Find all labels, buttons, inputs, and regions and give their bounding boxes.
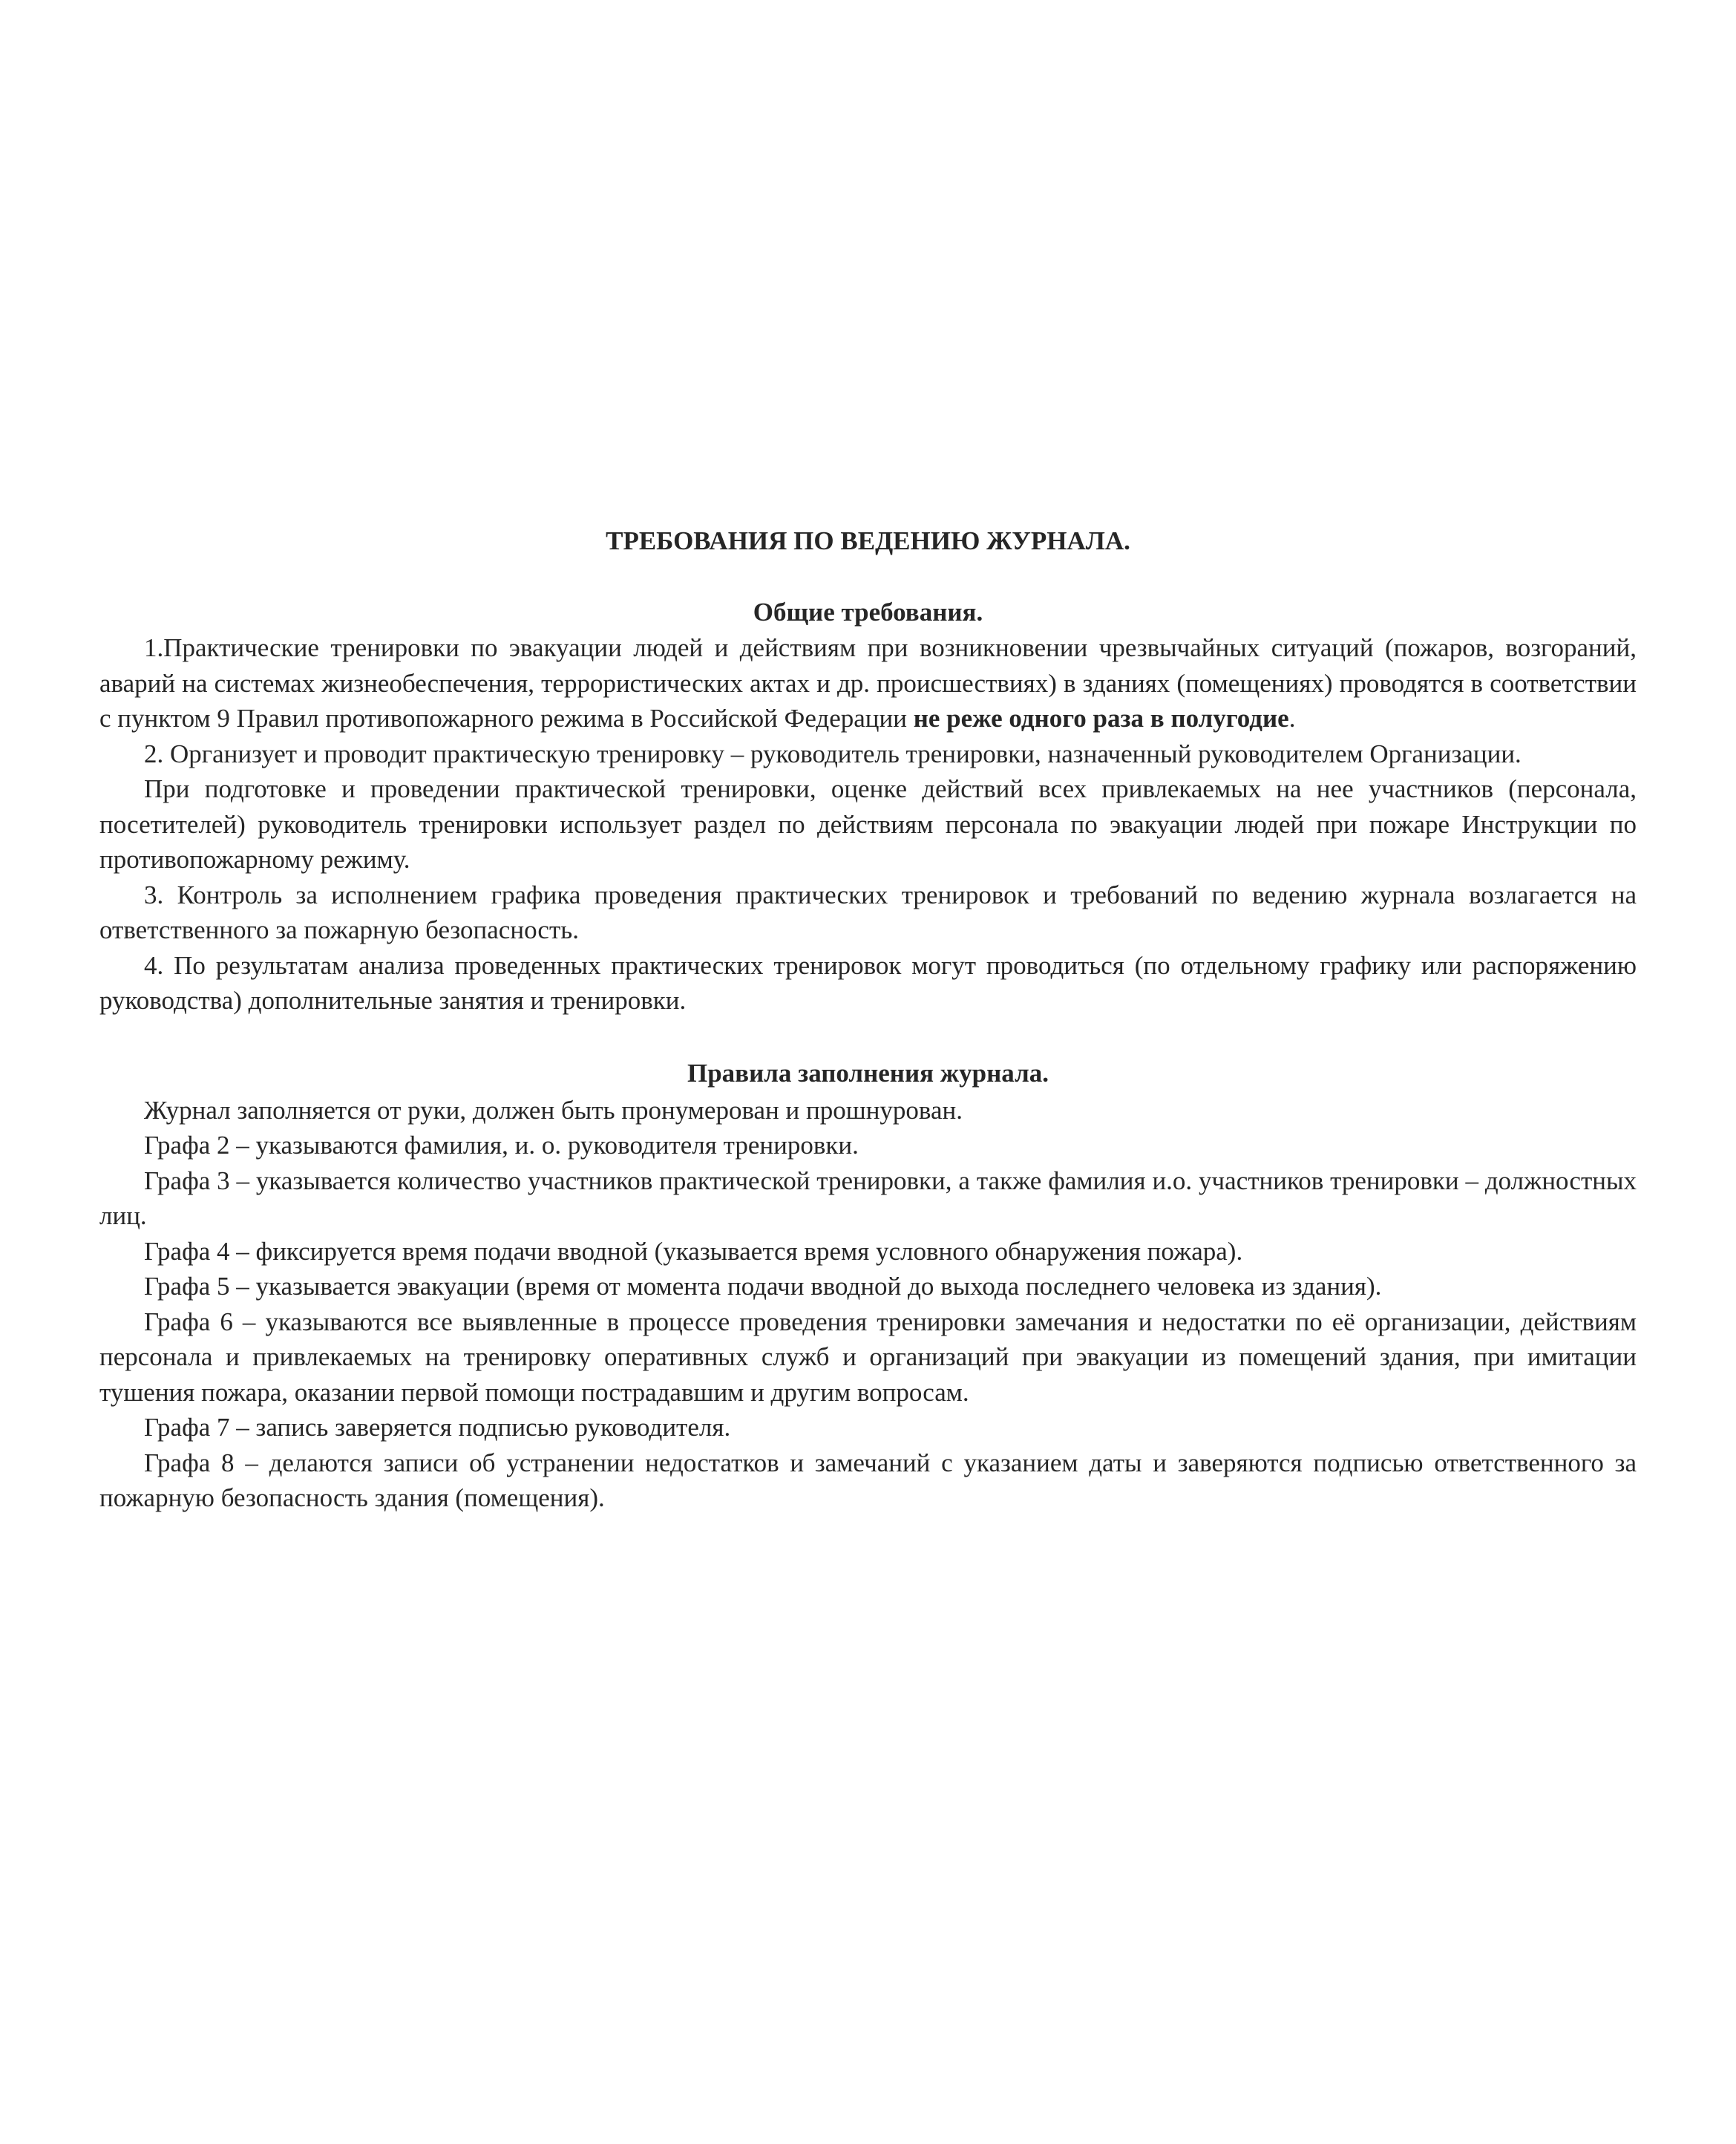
section-heading-rules: Правила заполнения журнала.: [687, 1058, 1049, 1088]
document-content: [99, 523, 1637, 1516]
paragraph-2: 2. Организует и проводит практическую тренировку – руководитель тренировки, назначенный руководителем Организации.: [144, 739, 1522, 768]
rule-item: Журнал заполняется от руки, должен быть пронумерован и прошнурован.: [144, 1095, 963, 1125]
paragraph-5: 4. По результатам анализа проведенных практических тренировок могут проводиться (по отдельному графику или распоряжению руководства) дополнительные занятия и тренировки.: [99, 950, 1637, 1015]
paragraph-4: 3. Контроль за исполнением графика проведения практических тренировок и требований по ведению журнала возлагается на ответственного за пожарную безопасность.: [99, 880, 1637, 944]
paragraph-1-text: 1.Практические тренировки по эвакуации людей и действиям при возникновении чрезвычайных ситуаций (пожаров, возгораний, аварий на системах жизнеобеспечения, террористических актах и др. происшествиях) в зданиях (помещениях) проводятся в соответствии с пунктом 9 Правил противопожарного режима в Российской Федерации: [99, 633, 1637, 733]
paragraph-3: При подготовке и проведении практической тренировки, оценке действий всех привлекаемых на нее участников (персонала, посетителей) руководитель тренировки использует раздел по действиям персонала по эвакуации людей при пожаре Инструкции по противопожарному режиму.: [99, 774, 1637, 874]
rule-item: Графа 7 – запись заверяется подписью руководителя.: [144, 1413, 731, 1442]
rule-item: Графа 2 – указываются фамилия, и. о. руководителя тренировки.: [144, 1131, 859, 1160]
paragraph-1: [99, 630, 1637, 736]
rules-list: [99, 1093, 1637, 1516]
paragraph-1-end: .: [1288, 704, 1296, 733]
rule-item: Графа 5 – указывается эвакуации (время от момента подачи вводной до выхода последнего человека из здания).: [144, 1272, 1382, 1301]
rule-item: Графа 3 – указывается количество участников практической тренировки, а также фамилия и.о. участников тренировки – должностных лиц.: [99, 1166, 1637, 1230]
document-title: ТРЕБОВАНИЯ ПО ВЕДЕНИЮ ЖУРНАЛА.: [606, 526, 1130, 555]
section-heading-general: Общие требования.: [753, 598, 983, 627]
rule-item: Графа 4 – фиксируется время подачи вводной (указывается время условного обнаружения пожара).: [144, 1236, 1243, 1266]
rule-item: Графа 8 – делаются записи об устранении недостатков и замечаний с указанием даты и заверяются подписью ответственного за пожарную безопасность здания (помещения).: [99, 1448, 1637, 1512]
paragraph-1-emphasis: не реже одного раза в полугодие: [913, 704, 1289, 733]
rule-item: Графа 6 – указываются все выявленные в процессе проведения тренировки замечания и недостатки по её организации, действиям персонала и привлекаемых на тренировку оперативных служб и организаций при эвакуации из помещений здания, при имитации тушения пожара, оказании первой помощи пострадавшим и другим вопросам.: [99, 1307, 1637, 1407]
